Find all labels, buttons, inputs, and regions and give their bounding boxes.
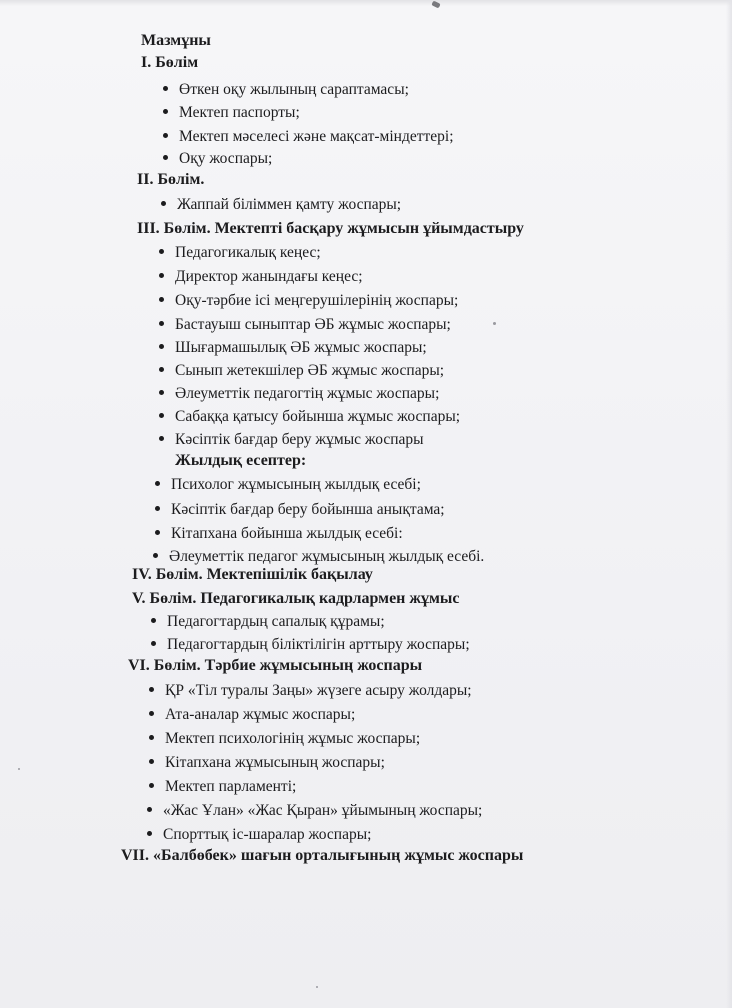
bullet-icon — [147, 831, 152, 836]
bullet-icon — [159, 297, 164, 302]
bullet-icon — [163, 155, 168, 160]
list-item-text: Шығармашылық ӘБ жұмыс жоспары; — [175, 339, 427, 356]
scan-speck — [493, 322, 496, 325]
list-item — [163, 80, 409, 100]
list-item — [147, 801, 482, 821]
list-item — [151, 635, 470, 655]
list-item-text: Бастауыш сыныптар ӘБ жұмыс жоспары; — [175, 316, 451, 333]
list-item-text: Психолог жұмысының жылдық есебі; — [171, 476, 421, 493]
section-heading: III. Бөлім. Мектепті басқару жұмысын ұйымдастыру — [137, 220, 524, 237]
list-item — [149, 753, 385, 773]
list-item — [163, 149, 272, 169]
list-item-text: Кәсіптік бағдар беру жұмыс жоспары — [175, 431, 424, 448]
list-item — [163, 103, 300, 123]
list-item — [155, 524, 403, 544]
list-item — [159, 267, 363, 287]
list-item — [159, 430, 424, 450]
list-item-text: «Жас Ұлан» «Жас Қыран» ұйымының жоспары; — [163, 802, 483, 819]
list-item — [163, 127, 454, 147]
scan-edge-right — [726, 0, 732, 1008]
list-item-text: Мектеп паспорты; — [179, 104, 300, 121]
bullet-icon — [149, 759, 154, 764]
bullet-icon — [149, 711, 154, 716]
bullet-icon — [159, 413, 164, 418]
scan-speck — [18, 768, 20, 770]
list-item — [161, 195, 401, 215]
list-item-text: Мектеп психологінің жұмыс жоспары; — [165, 730, 421, 747]
list-item-text: ҚР «Тіл туралы Заңы» жүзеге асыру жолдары; — [165, 682, 472, 699]
list-item — [159, 384, 439, 404]
bullet-icon — [149, 735, 154, 740]
list-item-text: Өткен оқу жылының сараптамасы; — [179, 81, 409, 98]
list-item-text: Жаппай біліммен қамту жоспары; — [177, 196, 402, 213]
bullet-icon — [155, 481, 160, 486]
bullet-icon — [155, 506, 160, 511]
list-item — [159, 291, 458, 311]
list-item-text: Әлеуметтік педагогтің жұмыс жоспары; — [175, 385, 440, 402]
bullet-icon — [159, 321, 164, 326]
bullet-icon — [149, 687, 154, 692]
bullet-icon — [159, 273, 164, 278]
list-item-text: Спорттық іс-шаралар жоспары; — [163, 826, 372, 843]
list-item — [149, 729, 420, 749]
list-item-text: Оқу жоспары; — [179, 150, 273, 167]
list-item — [159, 315, 451, 335]
list-item-text: Педагогтардың сапалық құрамы; — [167, 613, 385, 630]
section-heading: IV. Бөлім. Мектепішілік бақылау — [132, 566, 373, 583]
bullet-icon — [155, 530, 160, 535]
bullet-icon — [159, 344, 164, 349]
list-item — [149, 681, 472, 701]
list-item-text: Оқу-тәрбие ісі меңгерушілерінің жоспары; — [175, 292, 459, 309]
list-item-text: Сынып жетекшілер ӘБ жұмыс жоспары; — [175, 362, 445, 379]
scan-speck — [316, 986, 318, 988]
list-item — [149, 705, 355, 725]
list-item-text: Кітапхана бойынша жылдық есебі: — [171, 525, 403, 542]
list-item-text: Педагогтардың біліктілігін арттыру жоспары; — [167, 636, 470, 653]
list-item — [149, 777, 296, 797]
bullet-icon — [159, 249, 164, 254]
list-item-text: Педагогикалық кеңес; — [175, 244, 321, 261]
list-item-text: Директор жанындағы кеңес; — [175, 268, 363, 285]
list-item-text: Кітапхана жұмысының жоспары; — [165, 754, 385, 771]
section-heading: VII. «Балбөбек» шағын орталығының жұмыс жоспары — [121, 847, 524, 864]
scan-edge-top — [0, 0, 732, 6]
bullet-icon — [147, 807, 152, 812]
bullet-icon — [159, 367, 164, 372]
list-item-text: Ата-аналар жұмыс жоспары; — [165, 706, 356, 723]
bullet-icon — [151, 641, 156, 646]
section-heading: V. Бөлім. Педагогикалық кадрлармен жұмыс — [132, 590, 460, 607]
subsection-heading: Жылдық есептер: — [175, 452, 307, 469]
list-item — [155, 475, 421, 495]
list-item — [155, 500, 445, 520]
bullet-icon — [159, 436, 164, 441]
bullet-icon — [149, 783, 154, 788]
bullet-icon — [159, 390, 164, 395]
list-item — [159, 407, 460, 427]
list-item — [153, 547, 484, 567]
page-title: Мазмұны — [141, 32, 211, 49]
bullet-icon — [163, 133, 168, 138]
list-item-text: Мектеп парламенті; — [165, 778, 297, 795]
list-item — [147, 825, 371, 845]
list-item-text: Әлеуметтік педагог жұмысының жылдық есебі. — [169, 548, 485, 565]
bullet-icon — [151, 618, 156, 623]
section-heading: I. Бөлім — [141, 54, 199, 71]
list-item — [151, 612, 385, 632]
section-heading: II. Бөлім. — [137, 171, 205, 188]
bullet-icon — [161, 201, 166, 206]
bullet-icon — [163, 86, 168, 91]
list-item-text: Сабаққа қатысу бойынша жұмыс жоспары; — [175, 408, 461, 425]
list-item-text: Мектеп мәселесі және мақсат-міндеттері; — [179, 128, 454, 145]
section-heading: VI. Бөлім. Тәрбие жұмысының жоспары — [128, 657, 423, 674]
list-item-text: Кәсіптік бағдар беру бойынша анықтама; — [171, 501, 445, 518]
bullet-icon — [153, 553, 158, 558]
list-item — [159, 338, 427, 358]
list-item — [159, 243, 321, 263]
bullet-icon — [163, 109, 168, 114]
list-item — [159, 361, 444, 381]
